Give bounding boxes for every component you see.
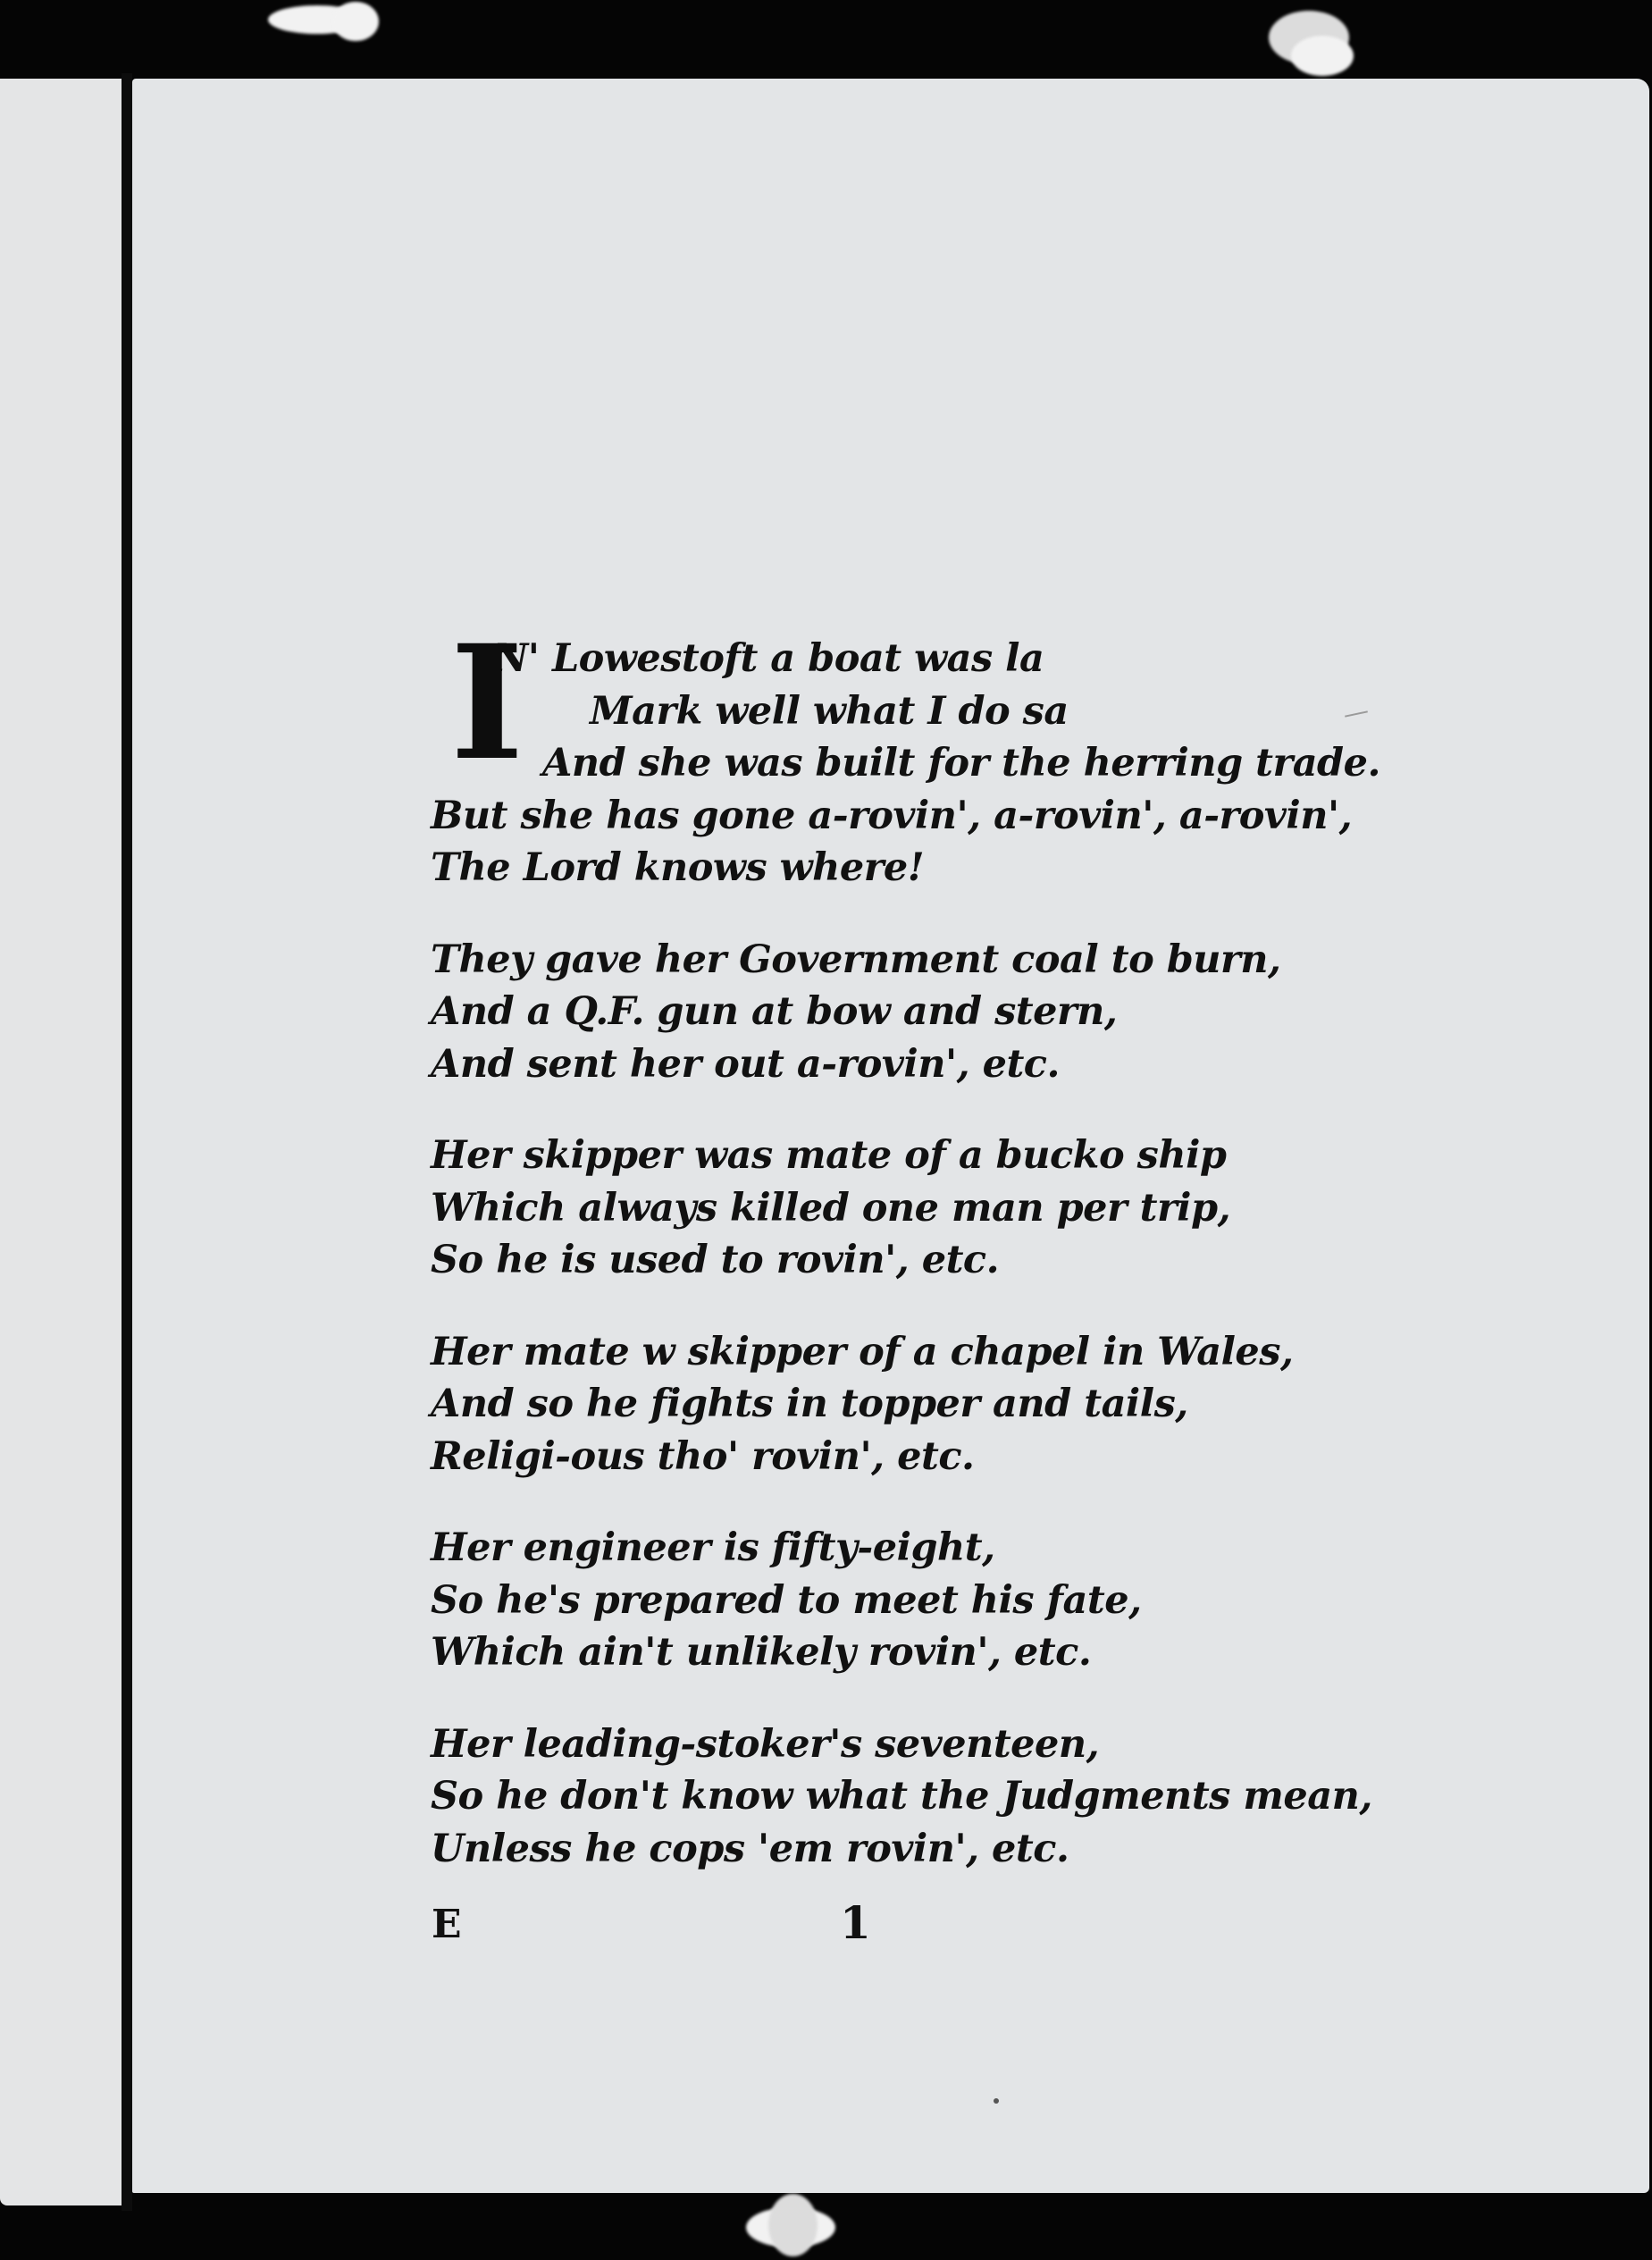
poem-line: Her engineer is fifty-eight, (431, 1525, 995, 1570)
poem-line: Unless he cops 'em rovin', etc. (431, 1826, 1069, 1871)
poem-stanza (431, 1326, 1369, 1483)
drop-cap: I (450, 610, 524, 795)
poem-stanza (431, 934, 1369, 1091)
ink-speck (994, 2098, 999, 2104)
scan-blemish (1291, 36, 1354, 76)
poem-line: And sent her out a-rovin', etc. (431, 1041, 1060, 1087)
poem-line: So he is used to rovin', etc. (431, 1238, 1000, 1282)
page-gutter (122, 73, 132, 2211)
poem-line: Her leading-stoker's seventeen, (431, 1721, 1100, 1767)
poem-line: The Lord knows where! (431, 845, 925, 890)
signature-mark: E (432, 1902, 462, 1947)
poem-line: So he's prepared to meet his fate, (431, 1577, 1142, 1623)
poem-stanza (431, 1522, 1369, 1679)
poem-line: Which ain't unlikely rovin', etc. (431, 1630, 1092, 1675)
poem-line: Mark well what I do sa (590, 688, 1069, 734)
poem-line: Her mate w skipper of a chapel in Wales, (431, 1329, 1294, 1374)
poem-line: So he don't know what the Judgments mean, (431, 1774, 1372, 1819)
poem-line: Religi-ous tho' rovin', etc. (431, 1433, 975, 1479)
poem-line: And so he fights in topper and tails, (431, 1382, 1188, 1426)
poem-stanza (431, 1130, 1369, 1287)
poem-stanza (431, 1718, 1372, 1876)
poem-line: And she was built for the herring trade. (542, 741, 1380, 786)
poem-line: They gave her Government coal to burn, (431, 937, 1281, 982)
poem-line: Her skipper was mate of a bucko ship (431, 1133, 1227, 1178)
facing-page-edge (0, 79, 125, 2205)
poem-line: And a Q.F. gun at bow and stern, (431, 989, 1118, 1034)
poem-line: Which always killed one man per trip, (431, 1185, 1231, 1231)
poem-text (431, 610, 1380, 1914)
page-number: 1 (840, 1896, 871, 1949)
poem-line: But she has gone a-rovin', a-rovin', a-rovin', (431, 793, 1353, 838)
poem-stanza (431, 610, 1380, 895)
scan-blemish (332, 2, 379, 41)
poem-line: N' Lowestoft a boat was la (493, 636, 1044, 681)
scan-blemish (768, 2194, 818, 2256)
